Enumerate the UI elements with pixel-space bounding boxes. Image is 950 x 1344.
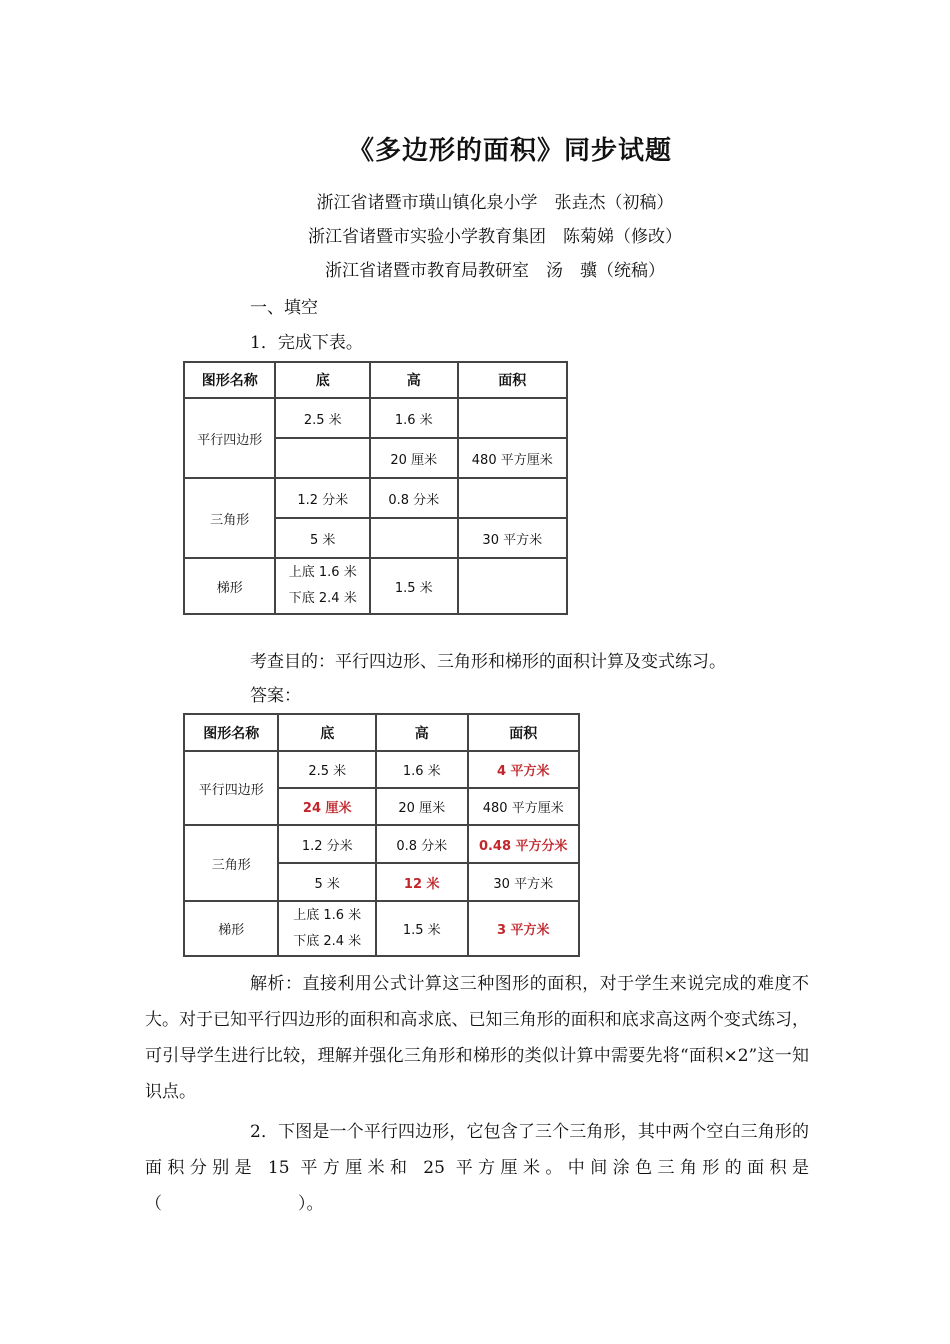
- cell-base-top: 上底 1.6 米: [293, 907, 362, 923]
- purpose-text: 考查目的：平行四边形、三角形和梯形的面积计算及变式练习。: [250, 652, 726, 672]
- shape-triangle: 三角形: [184, 825, 278, 901]
- cell-height: 0.8 分米: [376, 825, 468, 863]
- cell-area: [458, 478, 567, 518]
- shape-triangle: 三角形: [184, 478, 275, 558]
- cell-area-answer: 3 平方米: [468, 901, 580, 956]
- cell-base-top: 上底 1.6 米: [288, 565, 357, 580]
- cell-base: 1.2 分米: [278, 825, 376, 863]
- author-line-2: 浙江省诸暨市实验小学教育集团 陈菊娣（修改）: [308, 227, 682, 247]
- cell-base: 5 米: [278, 863, 376, 901]
- cell-height: 20 厘米: [376, 788, 468, 825]
- cell-base: 2.5 米: [278, 751, 376, 788]
- question-2: 2．下图是一个平行四边形，它包含了三个三角形，其中两个空白三角形的面积分别是 15 平方厘米和 25 平方厘米。中间涂色三角形的面积是（ ）。: [145, 1122, 809, 1214]
- cell-height: 1.6 米: [370, 398, 458, 438]
- cell-height: [370, 518, 458, 558]
- cell-base: 5 米: [275, 518, 370, 558]
- answer-label: 答案：: [250, 686, 301, 706]
- cell-area: 30 平方米: [458, 518, 567, 558]
- shape-parallelogram: 平行四边形: [184, 398, 275, 478]
- cell-area: 30 平方米: [468, 863, 580, 901]
- cell-base-pair: [278, 901, 376, 956]
- shape-trapezoid: 梯形: [184, 901, 278, 956]
- header-base: 底: [275, 362, 370, 398]
- cell-area-answer: 4 平方米: [468, 751, 580, 788]
- cell-area: [458, 558, 567, 614]
- question-1: 1．完成下表。: [250, 333, 363, 353]
- cell-height: 1.5 米: [376, 901, 468, 956]
- shape-trapezoid: 梯形: [184, 558, 275, 614]
- cell-base-bottom: 下底 2.4 米: [293, 933, 362, 949]
- cell-height: 20 厘米: [370, 438, 458, 478]
- cell-base-bottom: 下底 2.4 米: [288, 591, 357, 606]
- header-height: 高: [376, 714, 468, 751]
- header-shape: 图形名称: [184, 362, 275, 398]
- cell-base-pair: [275, 558, 370, 614]
- document-title: 《多边形的面积》同步试题: [347, 136, 672, 166]
- analysis-paragraph: 解析：直接利用公式计算这三种图形的面积，对于学生来说完成的难度不大。对于已知平行四边形的面积和高求底、已知三角形的面积和底求高这两个变式练习，可引导学生进行比较，理解并强化三角形和梯形的类似计算中需要先将“面积×2”这一知识点。: [145, 974, 809, 1102]
- cell-height: 1.5 米: [370, 558, 458, 614]
- header-area: 面积: [468, 714, 580, 751]
- cell-height: 0.8 分米: [370, 478, 458, 518]
- cell-base: 1.2 分米: [275, 478, 370, 518]
- cell-base: 2.5 米: [275, 398, 370, 438]
- cell-area: 480 平方厘米: [468, 788, 580, 825]
- cell-base: [275, 438, 370, 478]
- cell-area: [458, 398, 567, 438]
- cell-base-answer: 24 厘米: [278, 788, 376, 825]
- cell-height-answer: 12 米: [376, 863, 468, 901]
- header-area: 面积: [458, 362, 567, 398]
- cell-area: 480 平方厘米: [458, 438, 567, 478]
- author-line-3: 浙江省诸暨市教育局教研室 汤 骥（统稿）: [325, 261, 665, 281]
- header-base: 底: [278, 714, 376, 751]
- section-heading: 一、填空: [250, 298, 318, 318]
- header-shape: 图形名称: [184, 714, 278, 751]
- answer-table: [183, 713, 580, 957]
- author-line-1: 浙江省诸暨市璜山镇化泉小学 张垚杰（初稿）: [316, 193, 674, 213]
- cell-height: 1.6 米: [376, 751, 468, 788]
- shape-parallelogram: 平行四边形: [184, 751, 278, 825]
- cell-area-answer: 0.48 平方分米: [468, 825, 580, 863]
- header-height: 高: [370, 362, 458, 398]
- question-table: [183, 361, 568, 615]
